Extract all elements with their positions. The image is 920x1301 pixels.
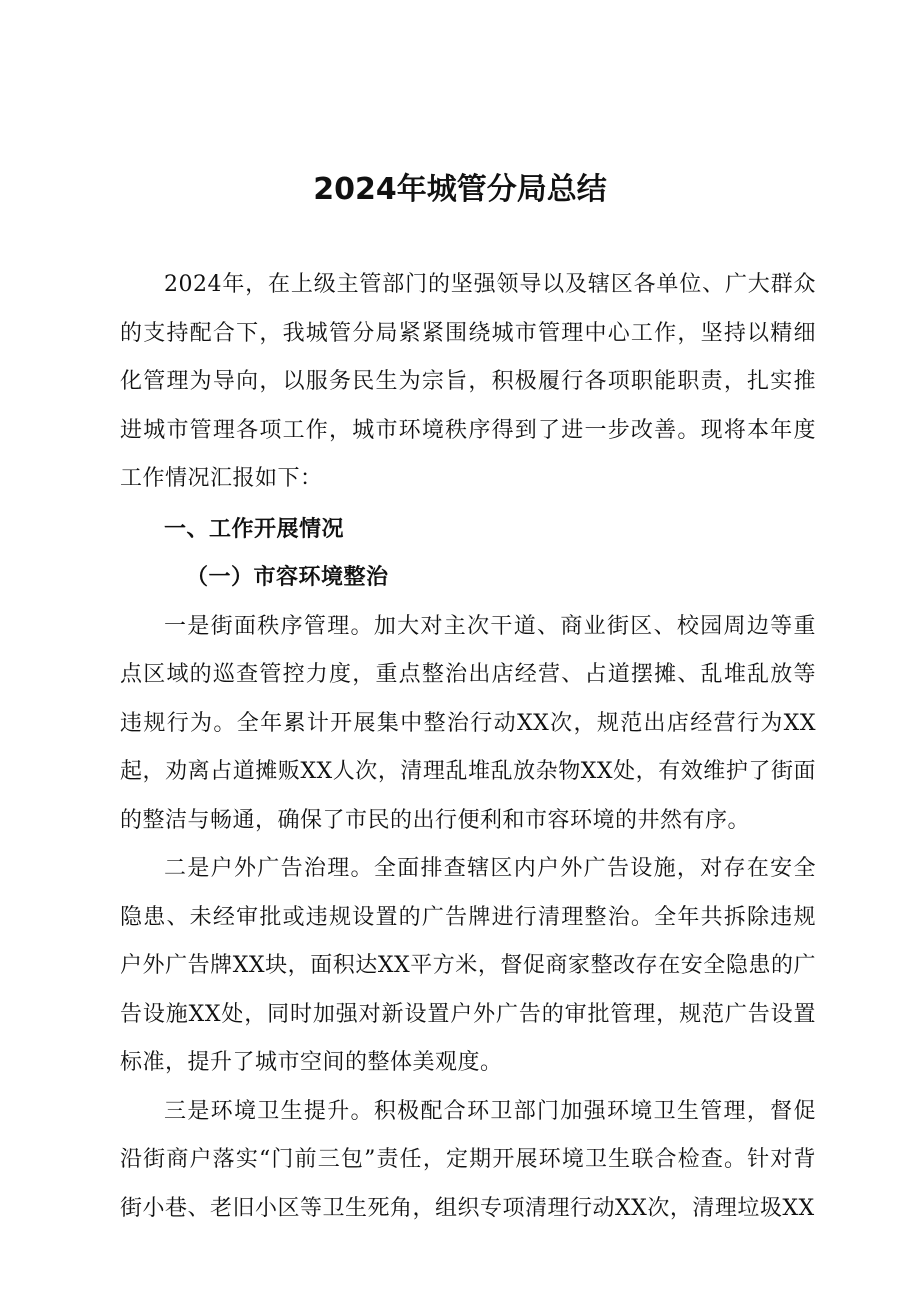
paragraph-street-order: 一是街面秩序管理。加大对主次干道、商业街区、校园周边等重点区域的巡查管控力度，重点整治出店经营、占道摆摊、乱堆乱放等违规行为。全年累计开展集中整治行动XX次，规范出店经营行为XX起，劝离占道摊贩XX人次，清理乱堆乱放杂物XX处，有效维护了街面的整洁与畅通，确保了市民的出行便利和市容环境的井然有序。 (120, 613, 816, 833)
document-title: 2024年城管分局总结 (313, 172, 607, 207)
paragraph-outdoor-ads: 二是户外广告治理。全面排查辖区内户外广告设施，对存在安全隐患、未经审批或违规设置的广告牌进行清理整治。全年共拆除违规户外广告牌XX块，面积达XX平方米，督促商家整改存在安全隐患的广告设施XX处，同时加强对新设置户外广告的审批管理，规范广告设置标准，提升了城市空间的整体美观度。 (120, 856, 816, 1075)
paragraph-sanitation: 三是环境卫生提升。积极配合环卫部门加强环境卫生管理，督促沿街商户落实“门前三包”责任，定期开展环境卫生联合检查。针对背街小巷、老旧小区等卫生死角，组织专项清理行动XX次，清理垃圾XX (120, 1098, 816, 1221)
document-body (120, 261, 816, 1233)
section-heading: 一、工作开展情况 (164, 516, 345, 542)
subsection-heading: （一）市容环境整治 (186, 565, 389, 590)
intro-paragraph: 2024年，在上级主管部门的坚强领导以及辖区各单位、广大群众的支持配合下，我城管分局紧紧围绕城市管理中心工作，坚持以精细化管理为导向，以服务民生为宗旨，积极履行各项职能职责，扎实推进城市管理各项工作，城市环境秩序得到了进一步改善。现将本年度工作情况汇报如下： (120, 272, 816, 491)
